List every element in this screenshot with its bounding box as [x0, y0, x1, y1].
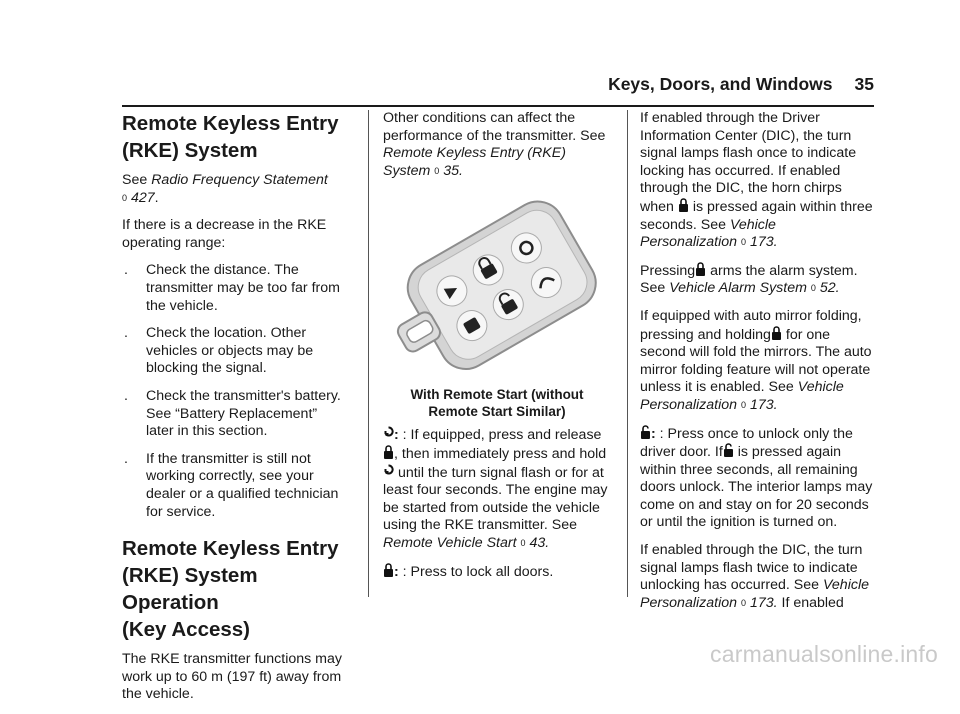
conditions-text: Other conditions can affect the performance of the transmitter. See Remote Keyless Entry (RKE) System 0 35. — [383, 110, 606, 179]
remote-start-text: : : If equipped, press and release , then immediately press and hold until the turn signal flash or for at least four seconds. The engine may be started from outside the vehicle using the RKE transmitter. See Remote Vehicle Start 0 43. — [383, 427, 608, 551]
lock-icon — [383, 563, 394, 578]
watermark: carmanualsonline.info — [710, 641, 938, 667]
column-divider-2 — [627, 110, 628, 597]
ref-link[interactable]: Vehicle Personalization — [640, 577, 869, 611]
remote-start-icon — [383, 426, 394, 441]
ref-link[interactable]: Vehicle Alarm System — [669, 280, 807, 297]
header-title: Keys, Doors, and Windows — [608, 74, 833, 94]
bullet-item: . Check the distance. The transmitter may be too far from the vehicle. — [124, 262, 340, 314]
header-rule — [122, 105, 874, 107]
dic-lock-text: If enabled through the Driver Information Center (DIC), the turn signal lamps flash once to indicate locking has occurred. If enabled through the DIC, the horn chirps when is pressed again within three seconds. See Vehicle Personalization 0 173. — [640, 110, 873, 251]
range-text: The RKE transmitter functions may work up to 60 m (197 ft) away from the vehicle. — [122, 651, 342, 703]
running-header — [608, 74, 874, 95]
lock-icon — [771, 326, 782, 341]
column-1 — [122, 110, 347, 714]
see-reference: See Radio Frequency Statement 0 427. — [122, 172, 328, 206]
lock-icon — [383, 445, 394, 460]
section-heading-rke-system: Remote Keyless Entry (RKE) System — [122, 112, 339, 162]
lock-text: : : Press to lock all doors. — [383, 563, 611, 582]
column-3 — [640, 110, 876, 622]
bullet-item: . Check the location. Other vehicles or objects may be blocking the signal. — [124, 325, 314, 377]
intro-text: If there is a decrease in the RKE operating range: — [122, 217, 327, 251]
key-fob-image — [383, 190, 611, 380]
column-divider-1 — [368, 110, 369, 597]
page-number: 35 — [854, 74, 874, 94]
ref-link[interactable]: Remote Vehicle Start — [383, 534, 517, 551]
bullet-item: . Check the transmitter's battery. See “Battery Replacement” later in this section. — [124, 387, 341, 440]
lock-icon — [695, 262, 706, 277]
figure-caption: With Remote Start (without Remote Start Similar) — [410, 387, 584, 420]
unlock-icon — [640, 425, 651, 440]
column-2 — [383, 110, 611, 591]
unlock-icon — [723, 443, 734, 458]
alarm-text: Pressing arms the alarm system. See Vehicle Alarm System 0 52. — [640, 262, 858, 297]
ref-link[interactable]: Vehicle Personalization — [640, 216, 776, 251]
section-heading-rke-operation: Remote Keyless Entry (RKE) System Operation (Key Access) — [122, 537, 339, 642]
remote-start-icon — [383, 464, 394, 479]
lock-icon — [678, 198, 689, 213]
ref-link[interactable]: Remote Keyless Entry (RKE) System — [383, 145, 566, 179]
unlock-text: : : Press once to unlock only the driver door. If is pressed again within three seconds, all remaining doors unlock. The interior lamps may come on and stay on for 20 seconds or until the ignition is turned on. — [640, 425, 873, 531]
mirror-text: If equipped with auto mirror folding, pressing and holding for one second will fold the mirrors. The auto mirror folding feature will not operate unless it is enabled. See Vehicle Personalization 0 173. — [640, 307, 872, 413]
ref-link[interactable]: Vehicle Personalization — [640, 379, 844, 413]
ref-link[interactable]: Radio Frequency Statement — [151, 172, 328, 188]
bullet-item: . If the transmitter is still not working correctly, see your dealer or a qualified technician for service. — [124, 450, 339, 520]
dic-unlock-text: If enabled through the DIC, the turn signal lamps flash twice to indicate unlocking has occurred. See Vehicle Personalization 0 173. If enabled — [640, 542, 869, 611]
